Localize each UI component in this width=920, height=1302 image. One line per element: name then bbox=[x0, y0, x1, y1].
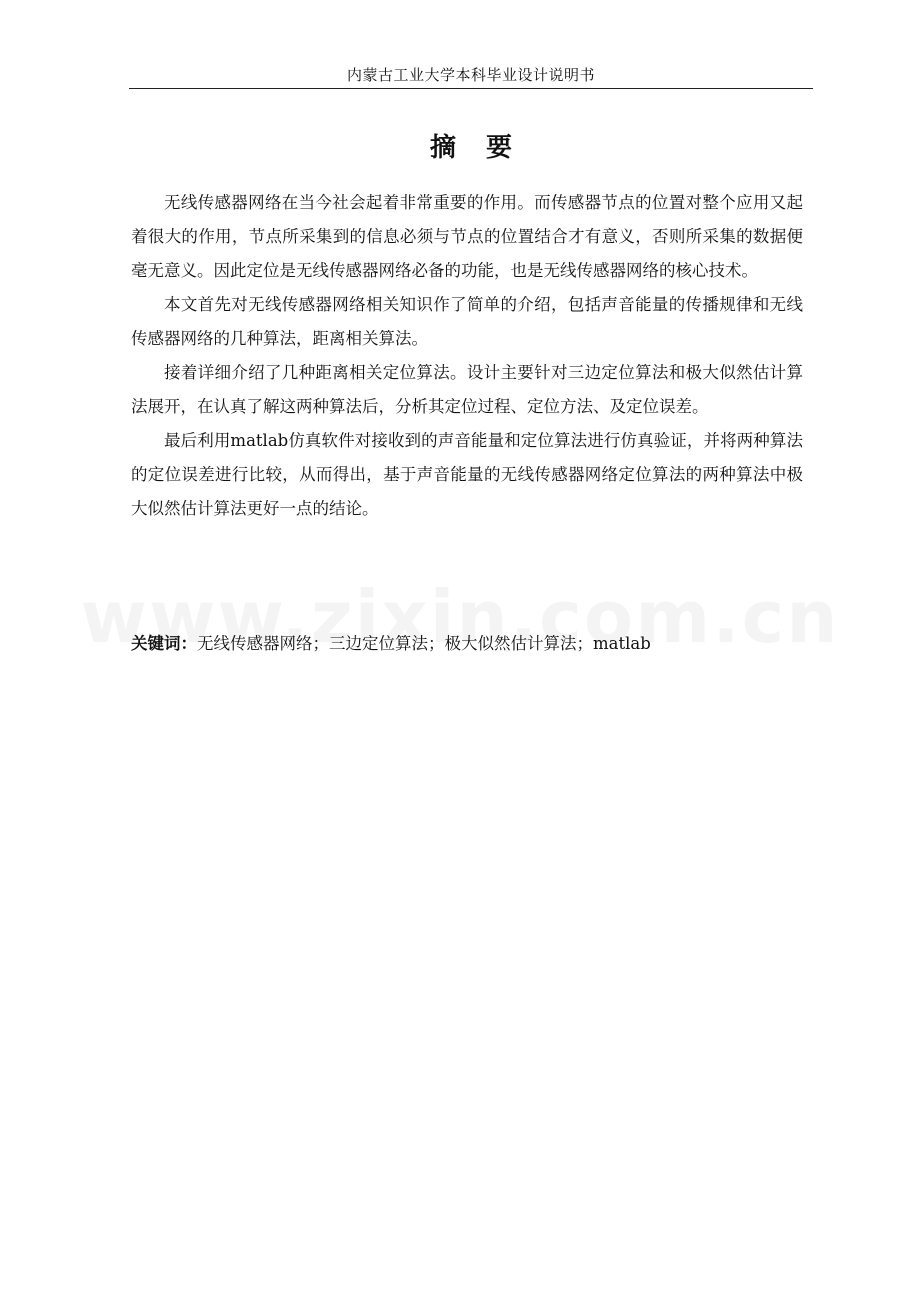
page-header: 内蒙古工业大学本科毕业设计说明书 bbox=[346, 66, 595, 84]
abstract-paragraph-2: 本文首先对无线传感器网络相关知识作了简单的介绍，包括声音能量的传播规律和无线传感器网络的几种算法，距离相关算法。 bbox=[131, 295, 803, 348]
abstract-body bbox=[131, 186, 803, 526]
abstract-paragraph-4: 最后利用matlab仿真软件对接收到的声音能量和定位算法进行仿真验证，并将两种算法的定位误差进行比较，从而得出，基于声音能量的无线传感器网络定位算法的两种算法中极大似然估计算法更好一点的结论。 bbox=[131, 431, 803, 518]
page-title bbox=[129, 128, 813, 168]
title-char-1: 摘 bbox=[429, 133, 456, 163]
abstract-paragraph-3: 接着详细介绍了几种距离相关定位算法。设计主要针对三边定位算法和极大似然估计算法展开，在认真了解这两种算法后，分析其定位过程、定位方法、及定位误差。 bbox=[131, 363, 803, 416]
title-char-2: 要 bbox=[486, 133, 513, 163]
abstract-paragraph-1: 无线传感器网络在当今社会起着非常重要的作用。而传感器节点的位置对整个应用又起着很大的作用，节点所采集到的信息必须与节点的位置结合才有意义，否则所采集的数据便毫无意义。因此定位是无线传感器网络必备的功能，也是无线传感器网络的核心技术。 bbox=[131, 193, 803, 280]
header-divider bbox=[129, 88, 813, 89]
keywords-label: 关键词： bbox=[131, 634, 197, 653]
keywords-line bbox=[131, 628, 811, 660]
keywords-text: 无线传感器网络；三边定位算法；极大似然估计算法；matlab bbox=[197, 634, 651, 653]
